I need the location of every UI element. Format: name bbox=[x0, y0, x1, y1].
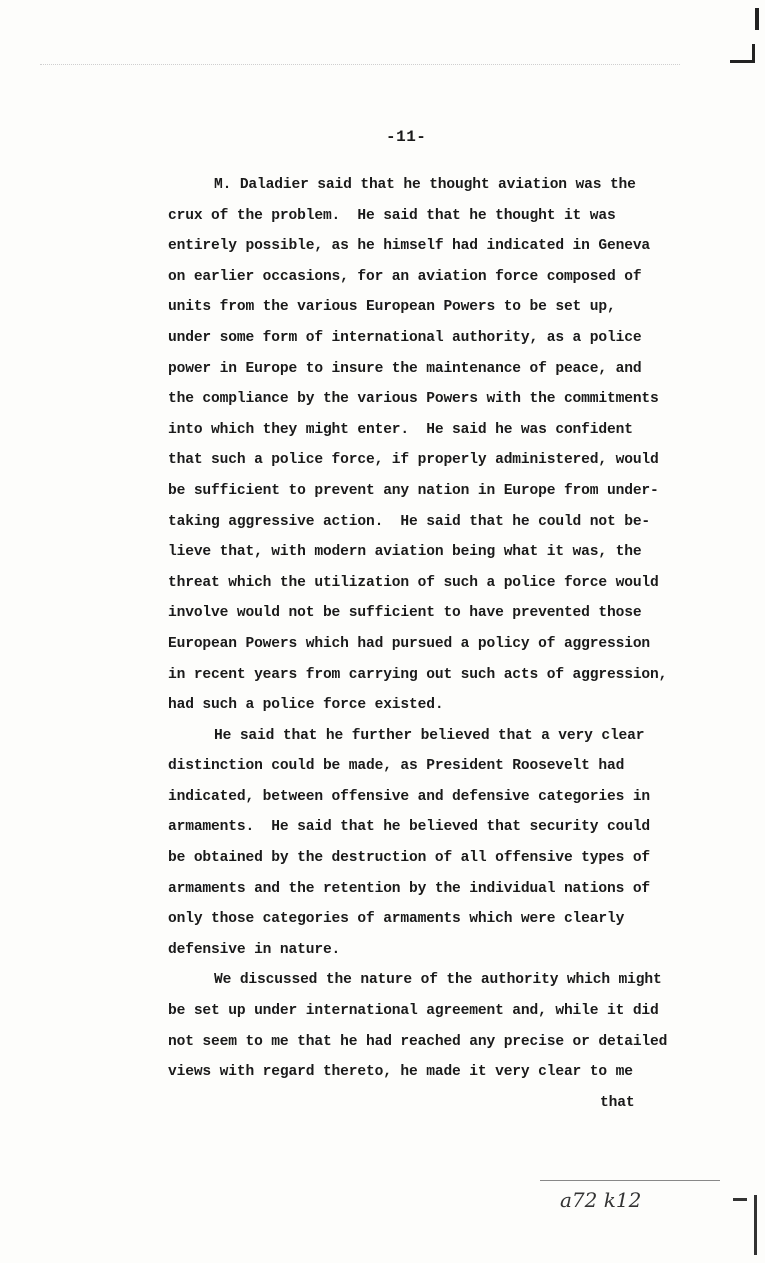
text-line: armaments and the retention by the individual nations of bbox=[168, 880, 651, 897]
text-line: views with regard thereto, he made it very clear to me bbox=[168, 1064, 633, 1081]
text-line: be obtained by the destruction of all offensive types of bbox=[168, 850, 651, 867]
edge-mark bbox=[754, 1195, 757, 1255]
text-line: M. Daladier said that he thought aviation was the bbox=[214, 177, 636, 193]
text-line: defensive in nature. bbox=[168, 941, 341, 958]
body-text bbox=[168, 170, 728, 1118]
text-line: crux of the problem. He said that he thought it was bbox=[168, 207, 616, 224]
text-line: indicated, between offensive and defensive categories in bbox=[168, 788, 651, 805]
text-line: taking aggressive action. He said that he could not be- bbox=[168, 513, 651, 530]
ref-underline bbox=[540, 1180, 720, 1181]
edge-mark bbox=[755, 8, 759, 30]
text-line: threat which the utilization of such a police force would bbox=[168, 574, 659, 591]
top-rule bbox=[40, 64, 680, 65]
text-line: power in Europe to insure the maintenance of peace, and bbox=[168, 360, 642, 377]
text-line: units from the various European Powers to be set up, bbox=[168, 299, 616, 316]
text-line: distinction could be made, as President Roosevelt had bbox=[168, 758, 625, 775]
text-line: be sufficient to prevent any nation in Europe from under- bbox=[168, 482, 659, 499]
edge-mark bbox=[730, 44, 755, 63]
text-line: under some form of international authority, as a police bbox=[168, 329, 642, 346]
handwritten-reference: a72 k12 bbox=[560, 1188, 642, 1212]
text-line: in recent years from carrying out such acts of aggression, bbox=[168, 666, 668, 683]
text-line: involve would not be sufficient to have prevented those bbox=[168, 605, 642, 622]
page-number: -11- bbox=[386, 128, 427, 146]
text-line: on earlier occasions, for an aviation force composed of bbox=[168, 268, 642, 285]
text-line: that such a police force, if properly administered, would bbox=[168, 452, 659, 469]
text-line: European Powers which had pursued a policy of aggression bbox=[168, 635, 651, 652]
edge-mark bbox=[733, 1198, 747, 1201]
text-line: He said that he further believed that a very clear bbox=[214, 727, 645, 744]
text-line: We discussed the nature of the authority which might bbox=[214, 972, 662, 989]
text-line: not seem to me that he had reached any precise or detailed bbox=[168, 1033, 668, 1050]
text-line: the compliance by the various Powers with the commitments bbox=[168, 391, 659, 408]
text-line: only those categories of armaments which were clearly bbox=[168, 911, 625, 928]
text-line: had such a police force existed. bbox=[168, 697, 444, 714]
text-line: entirely possible, as he himself had indicated in Geneva bbox=[168, 238, 651, 255]
text-line: be set up under international agreement and, while it did bbox=[168, 1003, 659, 1020]
text-line: into which they might enter. He said he was confident bbox=[168, 421, 633, 438]
text-line: lieve that, with modern aviation being what it was, the bbox=[168, 544, 642, 561]
catchword: that bbox=[600, 1094, 635, 1111]
text-line: armaments. He said that he believed that security could bbox=[168, 819, 651, 836]
